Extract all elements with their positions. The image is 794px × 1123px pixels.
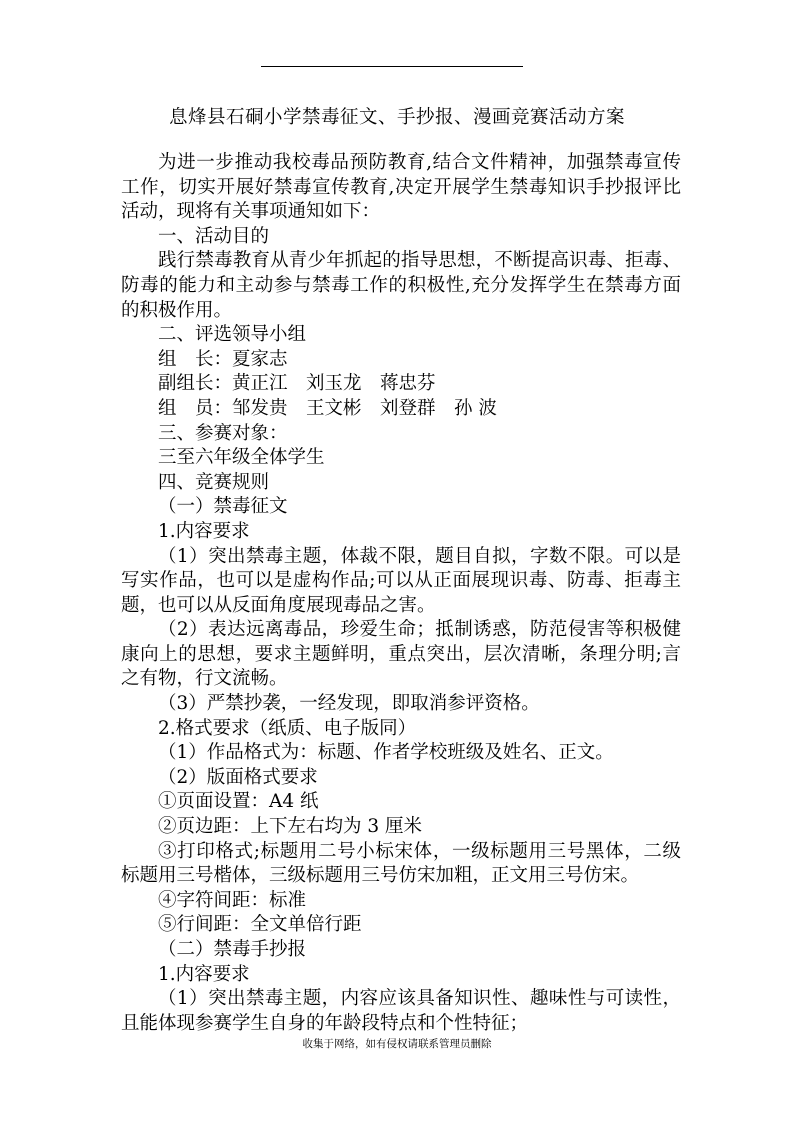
body-line: 防毒的能力和主动参与禁毒工作的积极性,充分发挥学生在禁毒方面 bbox=[121, 274, 681, 296]
body-line: （3）严禁抄袭，一经发现，即取消参评资格。 bbox=[158, 693, 540, 715]
body-line: 标题用三号楷体，三级标题用三号仿宋加粗，正文用三号仿宋。 bbox=[121, 865, 640, 887]
body-line: 的积极作用。 bbox=[121, 299, 233, 321]
body-line: 且能体现参赛学生自身的年龄段特点和个性特征； bbox=[121, 1012, 529, 1034]
document-title: 息烽县石硐小学禁毒征文、手抄报、漫画竞赛活动方案 bbox=[168, 107, 625, 128]
body-line: ③打印格式;标题用二号小标宋体，一级标题用三号黑体，二级 bbox=[158, 840, 681, 862]
body-line: 践行禁毒教育从青少年抓起的指导思想，不断提高识毒、拒毒、 bbox=[158, 250, 681, 272]
body-line: ①页面设置：A4 纸 bbox=[158, 791, 319, 813]
body-line: （2）表达远离毒品，珍爱生命；抵制诱惑，防范侵害等积极健 bbox=[158, 619, 681, 641]
body-line: 三、参赛对象： bbox=[158, 422, 288, 444]
body-line: 1.内容要求 bbox=[158, 963, 250, 985]
body-line: 三至六年级全体学生 bbox=[158, 447, 325, 469]
footer-note: 收集于网络，如有侵权请联系管理员删除 bbox=[302, 1038, 492, 1050]
body-line: 组 员：邹发贵 王文彬 刘登群 孙 波 bbox=[158, 397, 497, 419]
body-line: （一）禁毒征文 bbox=[158, 496, 288, 518]
body-line: 活动，现将有关事项通知如下： bbox=[121, 201, 381, 223]
body-line: 组 长：夏家志 bbox=[158, 348, 288, 370]
body-line: （二）禁毒手抄报 bbox=[158, 939, 307, 960]
body-line: 为进一步推动我校毒品预防教育,结合文件精神，加强禁毒宣传 bbox=[158, 152, 681, 173]
body-line: 工作，切实开展好禁毒宣传教育,决定开展学生禁毒知识手抄报评比 bbox=[121, 176, 681, 198]
body-line: ⑤行间距：全文单倍行距 bbox=[158, 914, 362, 936]
header-rule bbox=[261, 66, 523, 67]
body-line: 一、活动目的 bbox=[158, 225, 270, 247]
body-line: 题，也可以从反面角度展现毒品之害。 bbox=[121, 594, 436, 616]
body-line: 四、竞赛规则 bbox=[158, 471, 270, 493]
body-line: （2）版面格式要求 bbox=[158, 766, 318, 788]
body-line: 二、评选领导小组 bbox=[158, 324, 307, 346]
body-line: 副组长：黄正江 刘玉龙 蒋忠芬 bbox=[158, 373, 436, 395]
body-line: 写实作品，也可以是虚构作品;可以从正面展现识毒、防毒、拒毒主 bbox=[121, 570, 681, 592]
body-line: 1.内容要求 bbox=[158, 520, 250, 542]
body-line: （1）突出禁毒主题，体裁不限，题目自拟，字数不限。可以是 bbox=[158, 545, 681, 567]
body-line: 之有物，行文流畅。 bbox=[121, 668, 288, 690]
body-line: （1）突出禁毒主题，内容应该具备知识性、趣味性与可读性， bbox=[158, 988, 681, 1010]
body-line: ②页边距：上下左右均为 3 厘米 bbox=[158, 816, 423, 838]
body-line: ④字符间距：标准 bbox=[158, 889, 307, 911]
body-line: （1）作品格式为：标题、作者学校班级及姓名、正文。 bbox=[158, 742, 614, 764]
body-line: 康向上的思想，要求主题鲜明，重点突出，层次清晰，条理分明;言 bbox=[121, 643, 681, 665]
body-line: 2.格式要求（纸质、电子版同） bbox=[158, 717, 417, 739]
document-body bbox=[121, 151, 681, 1036]
